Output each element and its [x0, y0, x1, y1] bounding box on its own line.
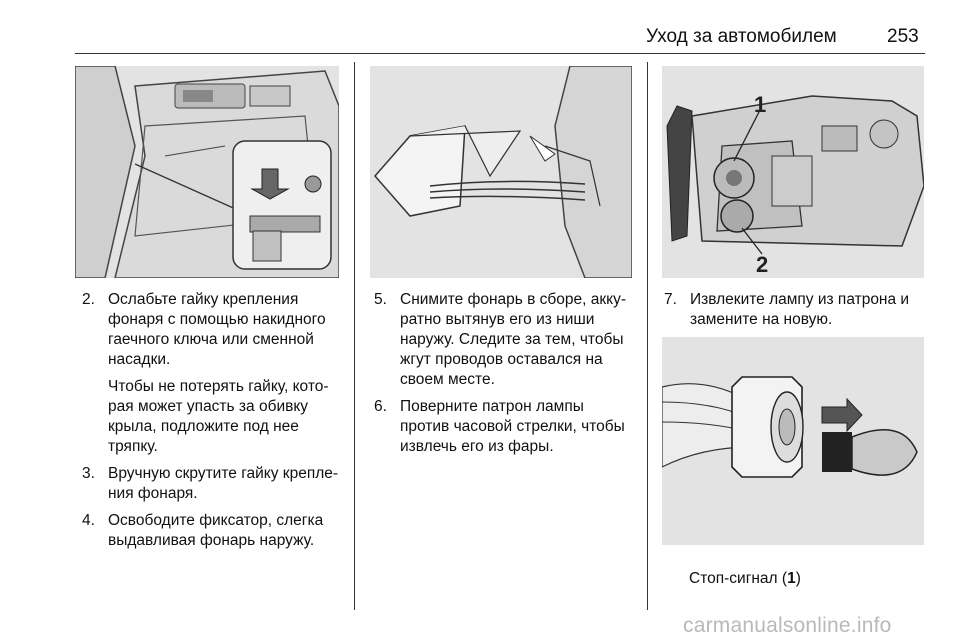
figure-lamp-holder — [662, 66, 924, 278]
figure-label-1: 1 — [754, 92, 767, 117]
column-2-text — [374, 290, 636, 464]
step-4 — [82, 511, 350, 551]
step-2 — [82, 290, 350, 370]
step-7 — [664, 290, 926, 330]
caption-ref: 1 — [787, 570, 796, 587]
step-text: Освободите фиксатор, слегка выдавливая фонарь наружу. — [108, 512, 324, 549]
figure-label-2: 2 — [756, 252, 769, 277]
figure-bulb-replacement — [662, 337, 924, 545]
step-text: Ослабьте гайку крепления фонаря с помощью накидного гаечного ключа или сменной насадки. — [108, 291, 326, 368]
step-number: 4. — [82, 512, 95, 529]
step-2-note: Чтобы не потерять гайку, кото- рая может упасть за обивку крыла, подложите под нее тряпку. — [108, 378, 329, 455]
column-divider-2 — [647, 62, 648, 610]
figure-caption — [689, 570, 801, 588]
figure-lamp-removal — [370, 66, 632, 278]
step-3 — [82, 464, 350, 504]
step-number: 6. — [374, 398, 387, 415]
step-text: Снимите фонарь в сборе, акку- ратно вытянув его из ниши наружу. Следите за тем, чтобы жгут проводов оставался на своем месте. — [400, 291, 627, 388]
column-divider-1 — [354, 62, 355, 610]
step-6 — [374, 397, 636, 457]
step-5 — [374, 290, 636, 390]
column-1-text — [82, 290, 350, 558]
caption-end: ) — [795, 570, 801, 587]
figure-trunk-nut — [75, 66, 339, 278]
column-3-text — [664, 290, 926, 337]
step-number: 3. — [82, 465, 95, 482]
section-title: Уход за автомобилем — [646, 26, 837, 47]
step-text: Вручную скрутите гайку крепле- ния фонаря. — [108, 465, 339, 502]
watermark: carmanualsonline.info — [683, 614, 892, 637]
step-text: Извлеките лампу из патрона и замените на новую. — [690, 291, 910, 328]
step-number: 5. — [374, 291, 387, 308]
page-number: 253 — [887, 26, 919, 47]
step-text: Поверните патрон лампы против часовой стрелки, чтобы извлечь его из фары. — [400, 398, 625, 455]
caption-text: Стоп-сигнал ( — [689, 570, 788, 587]
header-divider — [75, 53, 925, 54]
step-number: 7. — [664, 291, 677, 308]
step-number: 2. — [82, 291, 95, 308]
